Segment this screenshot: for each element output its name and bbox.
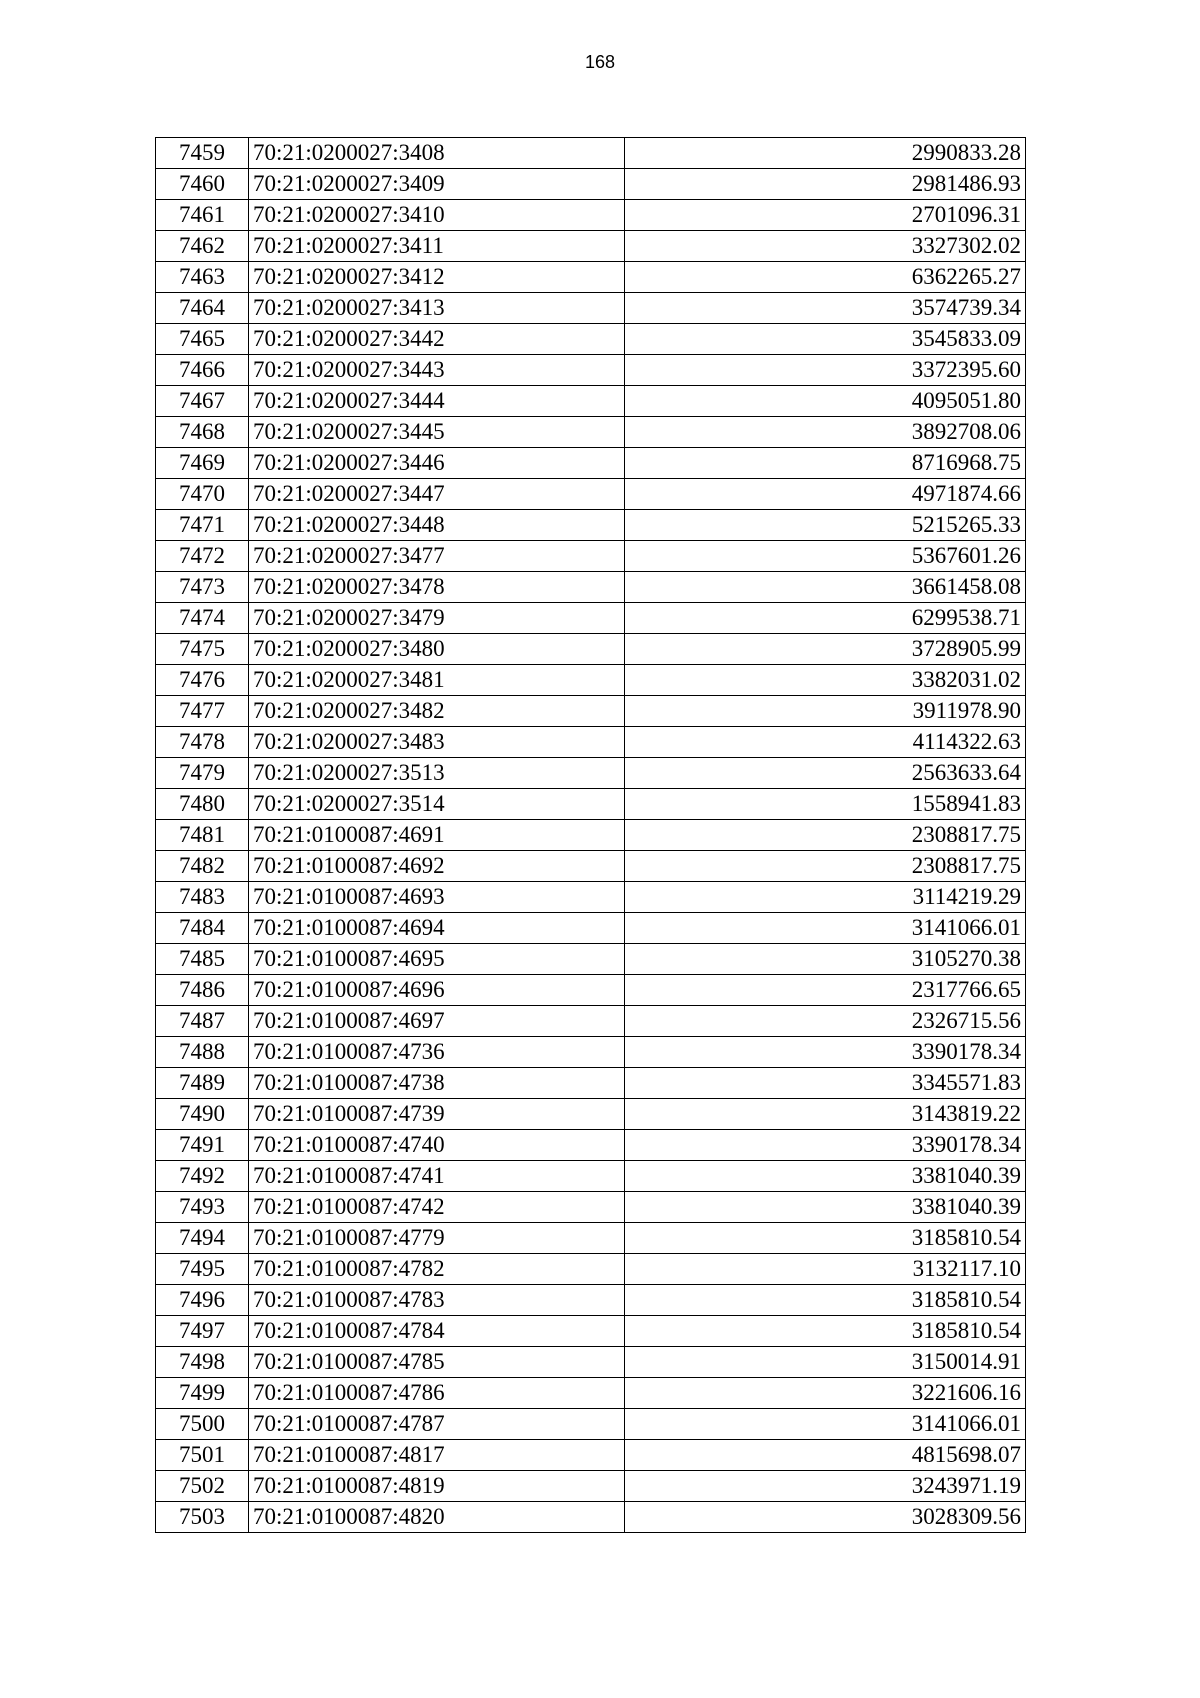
- cadastral-number-cell: 70:21:0200027:3513: [249, 758, 625, 789]
- cadastral-value-cell: 3141066.01: [625, 1409, 1026, 1440]
- row-number-cell: 7469: [156, 448, 249, 479]
- table-row: [156, 758, 1026, 789]
- cadastral-number-cell: 70:21:0100087:4696: [249, 975, 625, 1006]
- cadastral-number-cell: 70:21:0200027:3480: [249, 634, 625, 665]
- cadastral-value-cell: 3141066.01: [625, 913, 1026, 944]
- cadastral-number-cell: 70:21:0100087:4817: [249, 1440, 625, 1471]
- table-row: [156, 975, 1026, 1006]
- cadastral-value-cell: 2308817.75: [625, 851, 1026, 882]
- cadastral-number-cell: 70:21:0100087:4692: [249, 851, 625, 882]
- row-number-cell: 7494: [156, 1223, 249, 1254]
- row-number-cell: 7495: [156, 1254, 249, 1285]
- row-number-cell: 7487: [156, 1006, 249, 1037]
- table-row: [156, 262, 1026, 293]
- row-number-cell: 7476: [156, 665, 249, 696]
- cadastral-number-cell: 70:21:0100087:4695: [249, 944, 625, 975]
- row-number-cell: 7501: [156, 1440, 249, 1471]
- row-number-cell: 7490: [156, 1099, 249, 1130]
- table-row: [156, 324, 1026, 355]
- table-row: [156, 1006, 1026, 1037]
- cadastral-value-cell: 3327302.02: [625, 231, 1026, 262]
- cadastral-value-cell: 5215265.33: [625, 510, 1026, 541]
- cadastral-value-cell: 4095051.80: [625, 386, 1026, 417]
- table-row: [156, 541, 1026, 572]
- row-number-cell: 7489: [156, 1068, 249, 1099]
- cadastral-number-cell: 70:21:0200027:3479: [249, 603, 625, 634]
- cadastral-value-cell: 5367601.26: [625, 541, 1026, 572]
- row-number-cell: 7482: [156, 851, 249, 882]
- table-row: [156, 1409, 1026, 1440]
- cadastral-number-cell: 70:21:0100087:4820: [249, 1502, 625, 1533]
- row-number-cell: 7481: [156, 820, 249, 851]
- cadastral-number-cell: 70:21:0100087:4738: [249, 1068, 625, 1099]
- cadastral-number-cell: 70:21:0200027:3481: [249, 665, 625, 696]
- row-number-cell: 7464: [156, 293, 249, 324]
- cadastral-number-cell: 70:21:0200027:3514: [249, 789, 625, 820]
- cadastral-value-cell: 1558941.83: [625, 789, 1026, 820]
- row-number-cell: 7478: [156, 727, 249, 758]
- cadastral-number-cell: 70:21:0200027:3483: [249, 727, 625, 758]
- cadastral-value-cell: 3185810.54: [625, 1316, 1026, 1347]
- row-number-cell: 7472: [156, 541, 249, 572]
- row-number-cell: 7480: [156, 789, 249, 820]
- table-row: [156, 572, 1026, 603]
- table-row: [156, 1440, 1026, 1471]
- table-row: [156, 1316, 1026, 1347]
- table-row: [156, 851, 1026, 882]
- cadastral-value-cell: 3372395.60: [625, 355, 1026, 386]
- cadastral-number-cell: 70:21:0100087:4819: [249, 1471, 625, 1502]
- row-number-cell: 7467: [156, 386, 249, 417]
- cadastral-value-cell: 3911978.90: [625, 696, 1026, 727]
- row-number-cell: 7483: [156, 882, 249, 913]
- cadastral-number-cell: 70:21:0200027:3444: [249, 386, 625, 417]
- page-number: 168: [584, 52, 616, 72]
- table-row: [156, 1099, 1026, 1130]
- cadastral-value-cell: 4815698.07: [625, 1440, 1026, 1471]
- row-number-cell: 7463: [156, 262, 249, 293]
- table-row: [156, 200, 1026, 231]
- cadastral-number-cell: 70:21:0200027:3477: [249, 541, 625, 572]
- cadastral-number-cell: 70:21:0200027:3410: [249, 200, 625, 231]
- table-row: [156, 882, 1026, 913]
- table-row: [156, 820, 1026, 851]
- cadastral-number-cell: 70:21:0100087:4740: [249, 1130, 625, 1161]
- row-number-cell: 7479: [156, 758, 249, 789]
- table-row: [156, 510, 1026, 541]
- cadastral-number-cell: 70:21:0100087:4784: [249, 1316, 625, 1347]
- row-number-cell: 7462: [156, 231, 249, 262]
- table-row: [156, 944, 1026, 975]
- cadastral-value-cell: 2701096.31: [625, 200, 1026, 231]
- cadastral-value-cell: 3143819.22: [625, 1099, 1026, 1130]
- cadastral-value-cell: 3243971.19: [625, 1471, 1026, 1502]
- table-row: [156, 696, 1026, 727]
- cadastral-number-cell: 70:21:0200027:3445: [249, 417, 625, 448]
- cadastral-number-cell: 70:21:0200027:3447: [249, 479, 625, 510]
- row-number-cell: 7488: [156, 1037, 249, 1068]
- cadastral-value-cell: 4971874.66: [625, 479, 1026, 510]
- cadastral-value-cell: 3381040.39: [625, 1192, 1026, 1223]
- row-number-cell: 7497: [156, 1316, 249, 1347]
- table-row: [156, 634, 1026, 665]
- row-number-cell: 7491: [156, 1130, 249, 1161]
- table-body: [156, 138, 1026, 1533]
- cadastral-number-cell: 70:21:0100087:4779: [249, 1223, 625, 1254]
- table-row: [156, 665, 1026, 696]
- cadastral-value-cell: 8716968.75: [625, 448, 1026, 479]
- row-number-cell: 7502: [156, 1471, 249, 1502]
- cadastral-number-cell: 70:21:0100087:4783: [249, 1285, 625, 1316]
- cadastral-value-cell: 6299538.71: [625, 603, 1026, 634]
- cadastral-number-cell: 70:21:0200027:3448: [249, 510, 625, 541]
- cadastral-value-cell: 3185810.54: [625, 1223, 1026, 1254]
- table-row: [156, 1223, 1026, 1254]
- table-row: [156, 789, 1026, 820]
- cadastral-value-cell: 3132117.10: [625, 1254, 1026, 1285]
- row-number-cell: 7484: [156, 913, 249, 944]
- row-number-cell: 7465: [156, 324, 249, 355]
- cadastral-number-cell: 70:21:0200027:3478: [249, 572, 625, 603]
- cadastral-value-cell: 3728905.99: [625, 634, 1026, 665]
- table-row: [156, 386, 1026, 417]
- cadastral-number-cell: 70:21:0200027:3409: [249, 169, 625, 200]
- cadastral-value-cell: 3345571.83: [625, 1068, 1026, 1099]
- table-row: [156, 231, 1026, 262]
- cadastral-number-cell: 70:21:0200027:3412: [249, 262, 625, 293]
- row-number-cell: 7486: [156, 975, 249, 1006]
- cadastral-value-cell: 3661458.08: [625, 572, 1026, 603]
- row-number-cell: 7475: [156, 634, 249, 665]
- row-number-cell: 7461: [156, 200, 249, 231]
- cadastral-value-cell: 3574739.34: [625, 293, 1026, 324]
- table-row: [156, 1347, 1026, 1378]
- cadastral-number-cell: 70:21:0200027:3442: [249, 324, 625, 355]
- table-row: [156, 1130, 1026, 1161]
- table-row: [156, 138, 1026, 169]
- table-row: [156, 479, 1026, 510]
- cadastral-number-cell: 70:21:0100087:4785: [249, 1347, 625, 1378]
- table-row: [156, 603, 1026, 634]
- table-row: [156, 1502, 1026, 1533]
- table-row: [156, 727, 1026, 758]
- row-number-cell: 7496: [156, 1285, 249, 1316]
- table-row: [156, 1254, 1026, 1285]
- cadastral-value-table: [155, 137, 1026, 1533]
- cadastral-number-cell: 70:21:0100087:4693: [249, 882, 625, 913]
- cadastral-number-cell: 70:21:0100087:4736: [249, 1037, 625, 1068]
- cadastral-value-cell: 2990833.28: [625, 138, 1026, 169]
- cadastral-value-cell: 2308817.75: [625, 820, 1026, 851]
- cadastral-value-cell: 3381040.39: [625, 1161, 1026, 1192]
- cadastral-number-cell: 70:21:0100087:4694: [249, 913, 625, 944]
- table-row: [156, 1285, 1026, 1316]
- table-row: [156, 1068, 1026, 1099]
- cadastral-value-cell: 2981486.93: [625, 169, 1026, 200]
- table-row: [156, 1161, 1026, 1192]
- row-number-cell: 7503: [156, 1502, 249, 1533]
- row-number-cell: 7485: [156, 944, 249, 975]
- cadastral-value-cell: 3221606.16: [625, 1378, 1026, 1409]
- table-row: [156, 913, 1026, 944]
- table-row: [156, 293, 1026, 324]
- cadastral-number-cell: 70:21:0200027:3413: [249, 293, 625, 324]
- row-number-cell: 7473: [156, 572, 249, 603]
- cadastral-value-cell: 2563633.64: [625, 758, 1026, 789]
- row-number-cell: 7499: [156, 1378, 249, 1409]
- row-number-cell: 7460: [156, 169, 249, 200]
- cadastral-number-cell: 70:21:0100087:4782: [249, 1254, 625, 1285]
- cadastral-value-cell: 3390178.34: [625, 1037, 1026, 1068]
- row-number-cell: 7470: [156, 479, 249, 510]
- table-row: [156, 1378, 1026, 1409]
- cadastral-number-cell: 70:21:0200027:3443: [249, 355, 625, 386]
- row-number-cell: 7477: [156, 696, 249, 727]
- cadastral-number-cell: 70:21:0100087:4741: [249, 1161, 625, 1192]
- row-number-cell: 7468: [156, 417, 249, 448]
- cadastral-number-cell: 70:21:0200027:3408: [249, 138, 625, 169]
- cadastral-value-cell: 3545833.09: [625, 324, 1026, 355]
- cadastral-value-cell: 4114322.63: [625, 727, 1026, 758]
- cadastral-number-cell: 70:21:0200027:3411: [249, 231, 625, 262]
- row-number-cell: 7500: [156, 1409, 249, 1440]
- row-number-cell: 7471: [156, 510, 249, 541]
- cadastral-number-cell: 70:21:0100087:4742: [249, 1192, 625, 1223]
- cadastral-number-cell: 70:21:0200027:3482: [249, 696, 625, 727]
- table-row: [156, 355, 1026, 386]
- table-row: [156, 1192, 1026, 1223]
- row-number-cell: 7498: [156, 1347, 249, 1378]
- cadastral-value-cell: 3114219.29: [625, 882, 1026, 913]
- cadastral-number-cell: 70:21:0200027:3446: [249, 448, 625, 479]
- table-row: [156, 169, 1026, 200]
- cadastral-number-cell: 70:21:0100087:4697: [249, 1006, 625, 1037]
- row-number-cell: 7474: [156, 603, 249, 634]
- cadastral-value-cell: 3105270.38: [625, 944, 1026, 975]
- cadastral-value-cell: 6362265.27: [625, 262, 1026, 293]
- cadastral-value-cell: 2326715.56: [625, 1006, 1026, 1037]
- table-row: [156, 448, 1026, 479]
- cadastral-value-cell: 3892708.06: [625, 417, 1026, 448]
- table-row: [156, 417, 1026, 448]
- cadastral-number-cell: 70:21:0100087:4691: [249, 820, 625, 851]
- cadastral-value-cell: 3150014.91: [625, 1347, 1026, 1378]
- cadastral-number-cell: 70:21:0100087:4739: [249, 1099, 625, 1130]
- cadastral-number-cell: 70:21:0100087:4786: [249, 1378, 625, 1409]
- cadastral-value-cell: 2317766.65: [625, 975, 1026, 1006]
- cadastral-value-cell: 3028309.56: [625, 1502, 1026, 1533]
- row-number-cell: 7459: [156, 138, 249, 169]
- row-number-cell: 7466: [156, 355, 249, 386]
- cadastral-number-cell: 70:21:0100087:4787: [249, 1409, 625, 1440]
- cadastral-value-cell: 3382031.02: [625, 665, 1026, 696]
- row-number-cell: 7492: [156, 1161, 249, 1192]
- row-number-cell: 7493: [156, 1192, 249, 1223]
- cadastral-value-cell: 3390178.34: [625, 1130, 1026, 1161]
- table-row: [156, 1471, 1026, 1502]
- cadastral-value-cell: 3185810.54: [625, 1285, 1026, 1316]
- table-row: [156, 1037, 1026, 1068]
